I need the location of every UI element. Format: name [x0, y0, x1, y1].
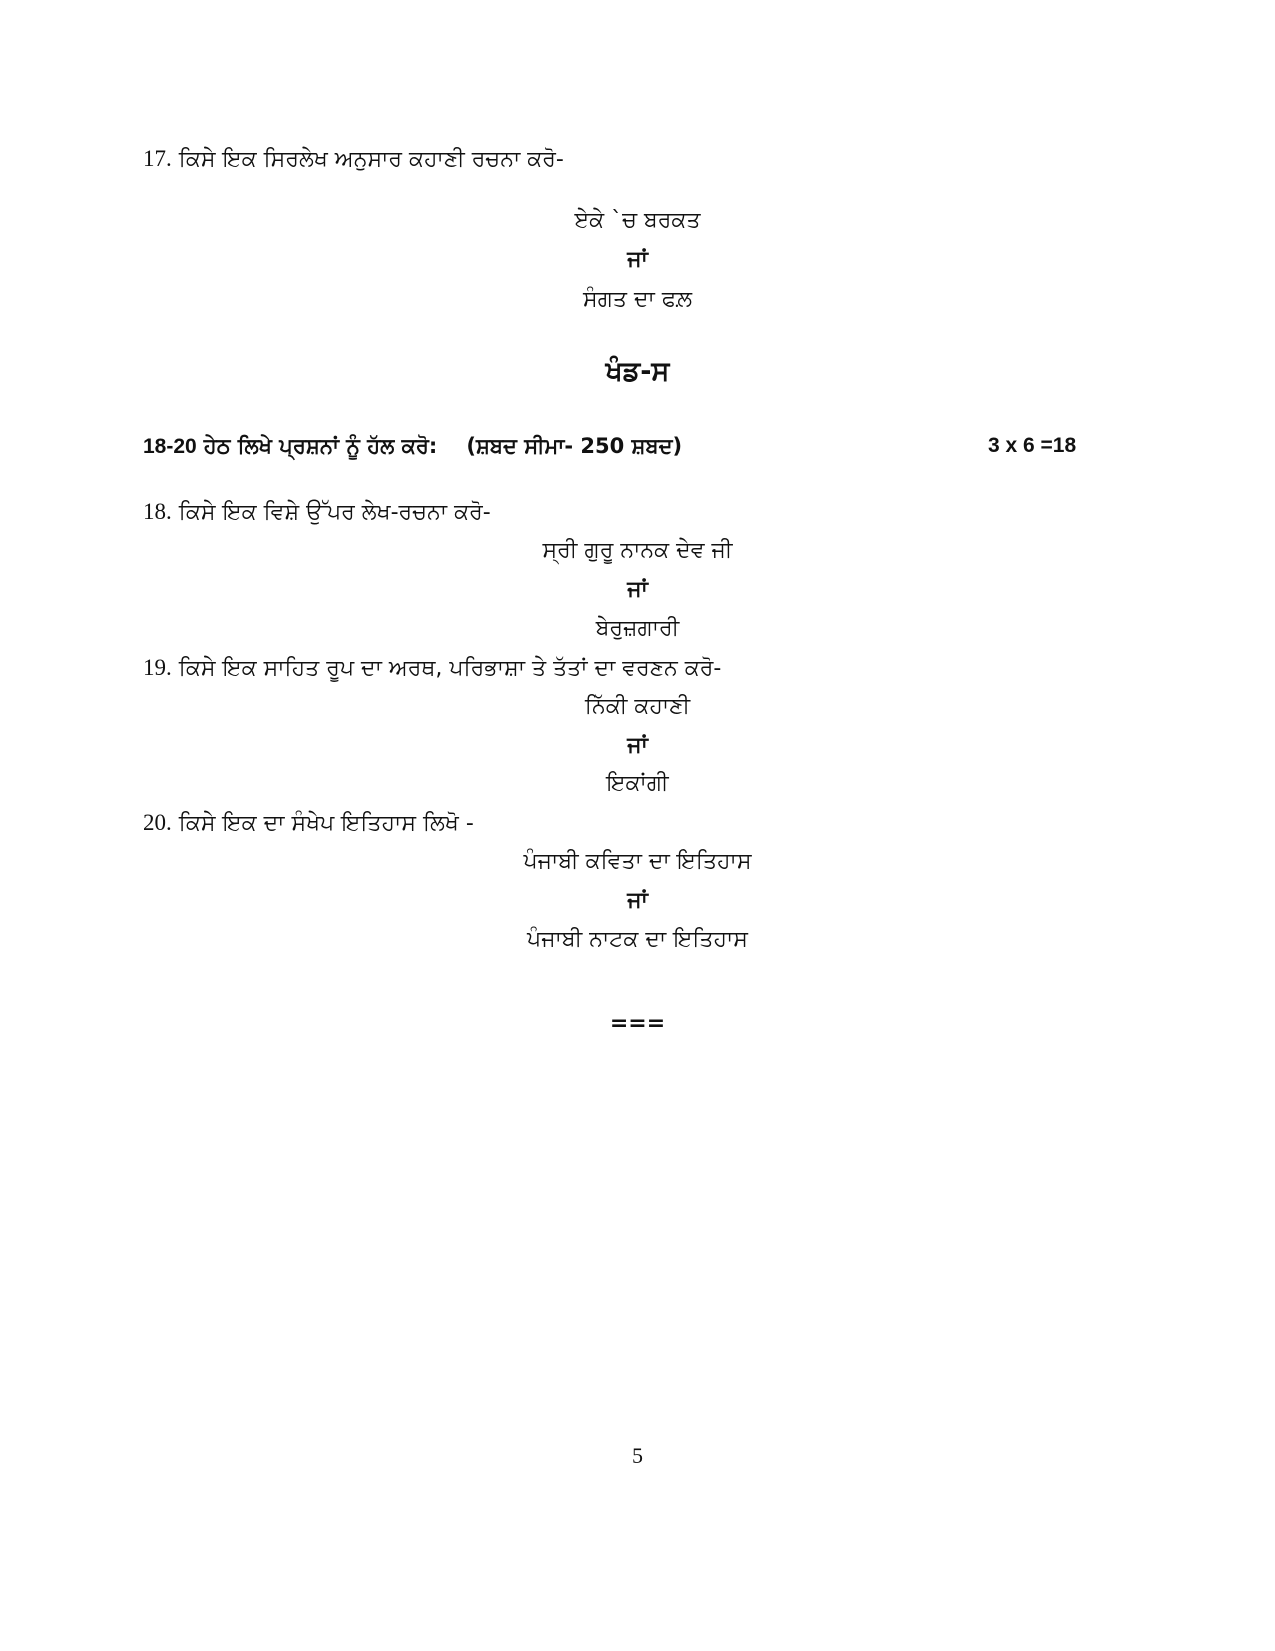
instruction-range: 18-20: [143, 435, 197, 458]
question-prompt: ਕਿਸੇ ਇਕ ਸਿਰਲੇਖ ਅਨੁਸਾਰ ਕਹਾਣੀ ਰਚਨਾ ਕਰੋ-: [178, 147, 564, 172]
question-17: [143, 144, 564, 175]
marks-allocation: 3 x 6 =18: [988, 434, 1077, 457]
q17-option-1: ਏਕੇ `ਚ ਬਰਕਤ: [574, 208, 701, 233]
q17-or: ਜਾਂ: [627, 247, 648, 272]
question-prompt: ਕਿਸੇ ਇਕ ਦਾ ਸੰਖੇਪ ਇਤਿਹਾਸ ਲਿਖੋ -: [178, 811, 474, 836]
question-number: 18.: [143, 499, 172, 524]
question-prompt: ਕਿਸੇ ਇਕ ਸਾਹਿਤ ਰੂਪ ਦਾ ਅਰਥ, ਪਰਿਭਾਸ਼ਾ ਤੇ ਤੱਤਾਂ ਦਾ ਵਰਣਨ ਕਰੋ-: [178, 656, 722, 681]
q18-option-1: ਸ੍ਰੀ ਗੁਰੂ ਨਾਨਕ ਦੇਵ ਜੀ: [542, 538, 733, 563]
word-limit: (ਸ਼ਬਦ ਸੀਮਾ- 250 ਸ਼ਬਦ): [466, 434, 683, 458]
q19-or: ਜਾਂ: [627, 733, 648, 758]
page-number: 5: [632, 1443, 643, 1468]
question-number: 19.: [143, 655, 172, 680]
q19-option-1: ਨਿੱਕੀ ਕਹਾਣੀ: [584, 694, 691, 719]
q20-option-2: ਪੰਜਾਬੀ ਨਾਟਕ ਦਾ ਇਤਿਹਾਸ: [527, 927, 748, 952]
question-18: [143, 497, 491, 528]
question-19: [143, 653, 721, 684]
end-marker: ===: [609, 1011, 666, 1036]
q18-option-2: ਬੇਰੁਜ਼ਗਾਰੀ: [595, 616, 680, 641]
question-20: [143, 808, 474, 839]
section-title: ਖੰਡ-ਸ: [605, 356, 670, 387]
question-prompt: ਕਿਸੇ ਇਕ ਵਿਸ਼ੇ ਉੱਪਰ ਲੇਖ-ਰਚਨਾ ਕਰੋ-: [178, 500, 491, 525]
q20-option-1: ਪੰਜਾਬੀ ਕਵਿਤਾ ਦਾ ਇਤਿਹਾਸ: [523, 849, 752, 874]
question-number: 17.: [143, 146, 172, 171]
section-instruction: [143, 431, 682, 462]
q20-or: ਜਾਂ: [627, 888, 648, 913]
q18-or: ਜਾਂ: [627, 577, 648, 602]
q17-option-2: ਸੰਗਤ ਦਾ ਫਲ਼: [582, 287, 693, 312]
question-number: 20.: [143, 810, 172, 835]
q19-option-2: ਇਕਾਂਗੀ: [606, 771, 669, 796]
instruction-text: ਹੇਠ ਲਿਖੇ ਪ੍ਰਸ਼ਨਾਂ ਨੂੰ ਹੱਲ ਕਰੋ:: [203, 434, 438, 458]
